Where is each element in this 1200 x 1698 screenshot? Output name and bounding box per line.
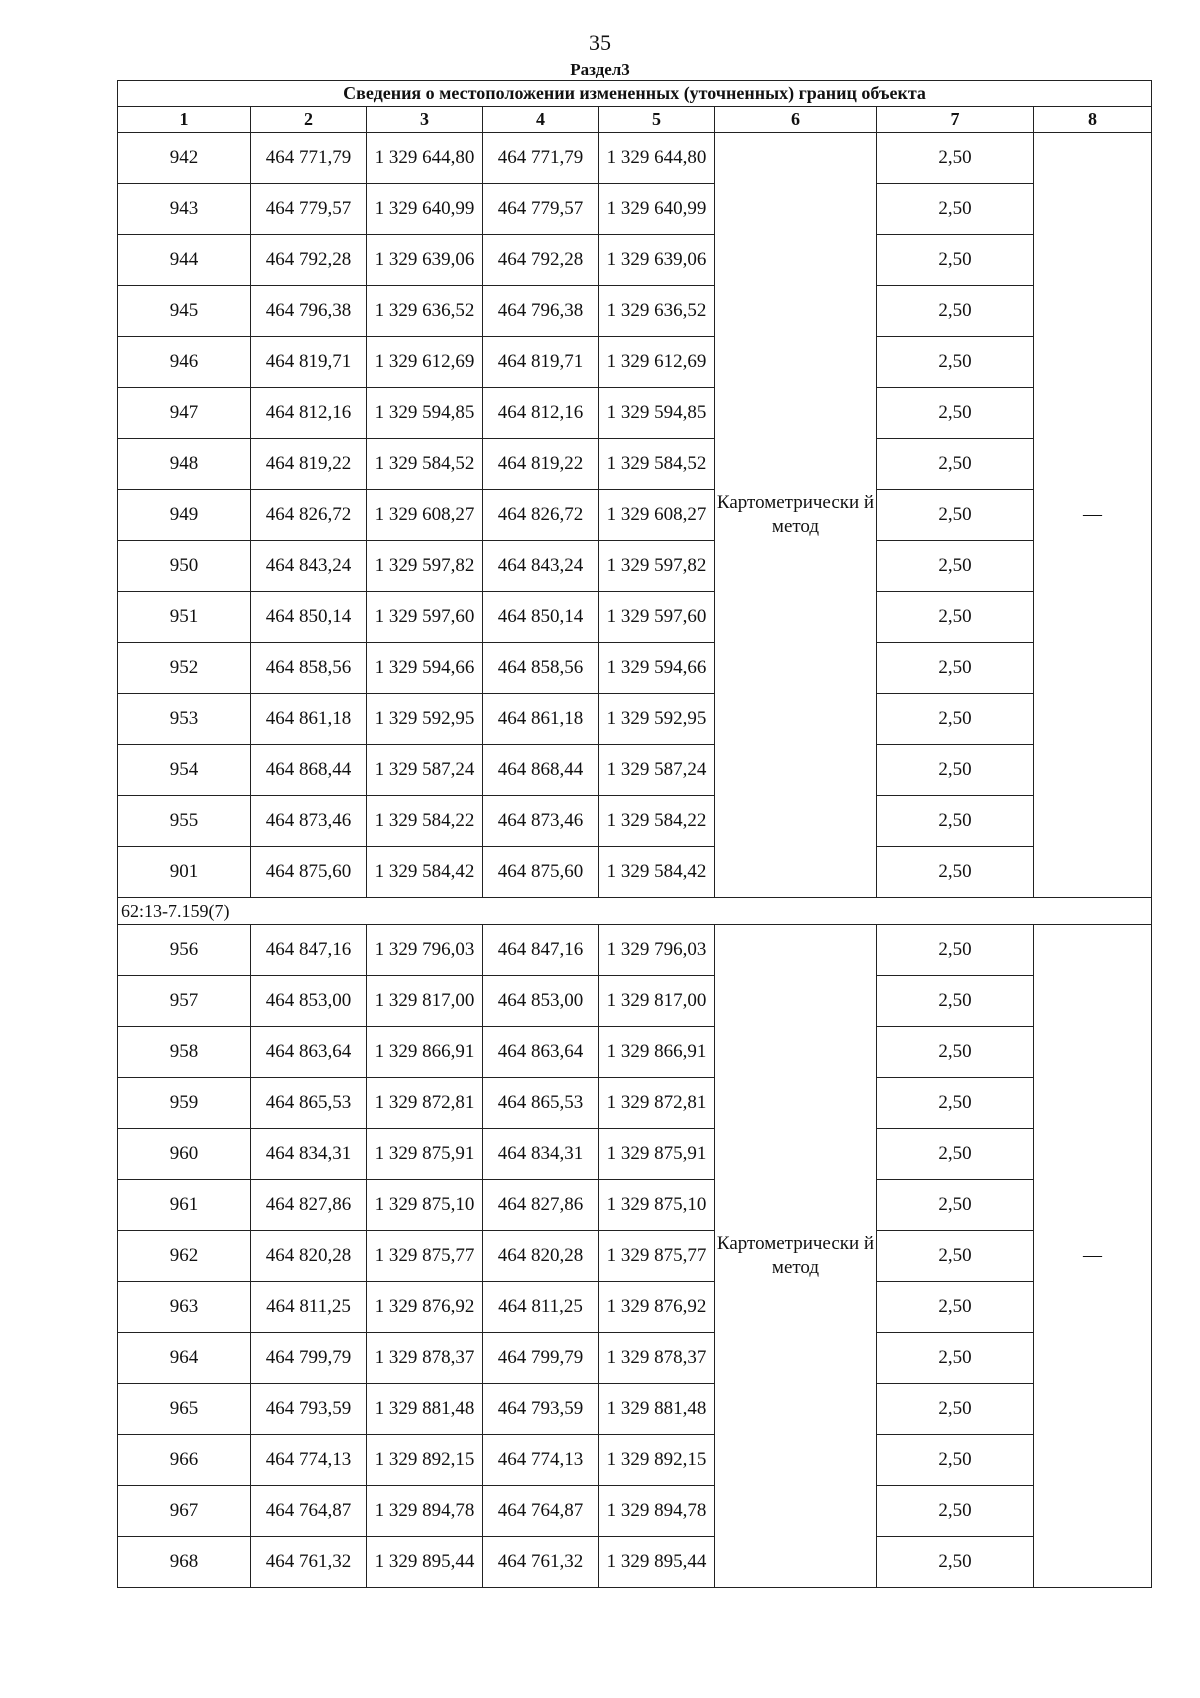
x-coord-cell: 464 812,16: [251, 388, 367, 439]
y-coord-cell: 1 329 875,10: [599, 1180, 715, 1231]
column-number-row: [118, 107, 1152, 133]
table-row: [118, 1486, 1152, 1537]
accuracy-cell: 2,50: [877, 439, 1034, 490]
point-number-cell: 946: [118, 337, 251, 388]
y-coord-cell: 1 329 875,91: [599, 1129, 715, 1180]
y-coord-cell: 1 329 597,82: [367, 541, 483, 592]
table-row: [118, 745, 1152, 796]
y-coord-cell: 1 329 639,06: [367, 235, 483, 286]
accuracy-cell: 2,50: [877, 592, 1034, 643]
table-row: [118, 235, 1152, 286]
x-coord-cell: 464 873,46: [251, 796, 367, 847]
y-coord-cell: 1 329 866,91: [599, 1027, 715, 1078]
section-title: Раздел3: [570, 60, 630, 79]
y-coord-cell: 1 329 584,42: [367, 847, 483, 898]
point-number-cell: 959: [118, 1078, 251, 1129]
column8-cell: —: [1034, 133, 1152, 898]
x-coord-cell: 464 843,24: [483, 541, 599, 592]
accuracy-cell: 2,50: [877, 184, 1034, 235]
x-coord-cell: 464 812,16: [483, 388, 599, 439]
y-coord-cell: 1 329 875,10: [367, 1180, 483, 1231]
y-coord-cell: 1 329 872,81: [367, 1078, 483, 1129]
x-coord-cell: 464 764,87: [251, 1486, 367, 1537]
point-number-cell: 944: [118, 235, 251, 286]
y-coord-cell: 1 329 875,77: [367, 1231, 483, 1282]
page-number: 35: [589, 30, 611, 55]
y-coord-cell: 1 329 881,48: [367, 1384, 483, 1435]
y-coord-cell: 1 329 587,24: [599, 745, 715, 796]
table-row: [118, 286, 1152, 337]
point-number-cell: 962: [118, 1231, 251, 1282]
x-coord-cell: 464 819,22: [251, 439, 367, 490]
table-row: [118, 439, 1152, 490]
y-coord-cell: 1 329 875,77: [599, 1231, 715, 1282]
x-coord-cell: 464 827,86: [483, 1180, 599, 1231]
accuracy-cell: 2,50: [877, 1129, 1034, 1180]
accuracy-cell: 2,50: [877, 1027, 1034, 1078]
x-coord-cell: 464 796,38: [251, 286, 367, 337]
table-row: [118, 541, 1152, 592]
accuracy-cell: 2,50: [877, 745, 1034, 796]
column8-cell: —: [1034, 925, 1152, 1588]
x-coord-cell: 464 843,24: [251, 541, 367, 592]
point-number-cell: 948: [118, 439, 251, 490]
y-coord-cell: 1 329 612,69: [599, 337, 715, 388]
y-coord-cell: 1 329 594,85: [599, 388, 715, 439]
accuracy-cell: 2,50: [877, 1333, 1034, 1384]
point-number-cell: 966: [118, 1435, 251, 1486]
table-row: [118, 796, 1152, 847]
table-row: [118, 847, 1152, 898]
y-coord-cell: 1 329 881,48: [599, 1384, 715, 1435]
point-number-cell: 949: [118, 490, 251, 541]
y-coord-cell: 1 329 597,60: [599, 592, 715, 643]
table-row: [118, 694, 1152, 745]
x-coord-cell: 464 771,79: [251, 133, 367, 184]
point-number-cell: 958: [118, 1027, 251, 1078]
point-number-cell: 953: [118, 694, 251, 745]
table-row: [118, 1078, 1152, 1129]
x-coord-cell: 464 792,28: [251, 235, 367, 286]
y-coord-cell: 1 329 584,22: [599, 796, 715, 847]
y-coord-cell: 1 329 608,27: [599, 490, 715, 541]
table-row: [118, 976, 1152, 1027]
x-coord-cell: 464 761,32: [251, 1537, 367, 1588]
column-number: 6: [715, 107, 877, 133]
accuracy-cell: 2,50: [877, 235, 1034, 286]
y-coord-cell: 1 329 597,82: [599, 541, 715, 592]
group-label-row: [118, 898, 1152, 925]
y-coord-cell: 1 329 866,91: [367, 1027, 483, 1078]
y-coord-cell: 1 329 592,95: [367, 694, 483, 745]
x-coord-cell: 464 819,22: [483, 439, 599, 490]
method-cell: Картометрически й метод: [715, 133, 877, 898]
x-coord-cell: 464 827,86: [251, 1180, 367, 1231]
table-row: [118, 1333, 1152, 1384]
y-coord-cell: 1 329 876,92: [599, 1282, 715, 1333]
x-coord-cell: 464 850,14: [251, 592, 367, 643]
accuracy-cell: 2,50: [877, 1231, 1034, 1282]
y-coord-cell: 1 329 584,52: [367, 439, 483, 490]
point-number-cell: 950: [118, 541, 251, 592]
point-number-cell: 957: [118, 976, 251, 1027]
table-caption: Сведения о местоположении измененных (уточненных) границ объекта: [118, 81, 1152, 107]
y-coord-cell: 1 329 644,80: [367, 133, 483, 184]
accuracy-cell: 2,50: [877, 694, 1034, 745]
x-coord-cell: 464 774,13: [251, 1435, 367, 1486]
x-coord-cell: 464 792,28: [483, 235, 599, 286]
y-coord-cell: 1 329 872,81: [599, 1078, 715, 1129]
x-coord-cell: 464 793,59: [483, 1384, 599, 1435]
y-coord-cell: 1 329 796,03: [367, 925, 483, 976]
y-coord-cell: 1 329 892,15: [599, 1435, 715, 1486]
accuracy-cell: 2,50: [877, 1180, 1034, 1231]
point-number-cell: 968: [118, 1537, 251, 1588]
x-coord-cell: 464 861,18: [483, 694, 599, 745]
x-coord-cell: 464 858,56: [251, 643, 367, 694]
x-coord-cell: 464 826,72: [483, 490, 599, 541]
accuracy-cell: 2,50: [877, 1537, 1034, 1588]
x-coord-cell: 464 811,25: [483, 1282, 599, 1333]
x-coord-cell: 464 796,38: [483, 286, 599, 337]
table-row: [118, 388, 1152, 439]
x-coord-cell: 464 820,28: [483, 1231, 599, 1282]
y-coord-cell: 1 329 817,00: [367, 976, 483, 1027]
point-number-cell: 943: [118, 184, 251, 235]
group-label: 62:13-7.159(7): [118, 898, 1152, 925]
y-coord-cell: 1 329 636,52: [599, 286, 715, 337]
accuracy-cell: 2,50: [877, 1435, 1034, 1486]
accuracy-cell: 2,50: [877, 133, 1034, 184]
accuracy-cell: 2,50: [877, 541, 1034, 592]
y-coord-cell: 1 329 636,52: [367, 286, 483, 337]
y-coord-cell: 1 329 584,22: [367, 796, 483, 847]
y-coord-cell: 1 329 817,00: [599, 976, 715, 1027]
point-number-cell: 960: [118, 1129, 251, 1180]
x-coord-cell: 464 847,16: [483, 925, 599, 976]
x-coord-cell: 464 875,60: [483, 847, 599, 898]
point-number-cell: 965: [118, 1384, 251, 1435]
x-coord-cell: 464 826,72: [251, 490, 367, 541]
y-coord-cell: 1 329 608,27: [367, 490, 483, 541]
y-coord-cell: 1 329 597,60: [367, 592, 483, 643]
x-coord-cell: 464 865,53: [483, 1078, 599, 1129]
point-number-cell: 956: [118, 925, 251, 976]
point-number-cell: 951: [118, 592, 251, 643]
x-coord-cell: 464 875,60: [251, 847, 367, 898]
y-coord-cell: 1 329 878,37: [367, 1333, 483, 1384]
y-coord-cell: 1 329 894,78: [599, 1486, 715, 1537]
x-coord-cell: 464 850,14: [483, 592, 599, 643]
y-coord-cell: 1 329 587,24: [367, 745, 483, 796]
x-coord-cell: 464 873,46: [483, 796, 599, 847]
accuracy-cell: 2,50: [877, 1078, 1034, 1129]
table-row: [118, 337, 1152, 388]
y-coord-cell: 1 329 640,99: [367, 184, 483, 235]
column-number: 3: [367, 107, 483, 133]
y-coord-cell: 1 329 592,95: [599, 694, 715, 745]
y-coord-cell: 1 329 639,06: [599, 235, 715, 286]
accuracy-cell: 2,50: [877, 388, 1034, 439]
y-coord-cell: 1 329 584,52: [599, 439, 715, 490]
x-coord-cell: 464 861,18: [251, 694, 367, 745]
point-number-cell: 963: [118, 1282, 251, 1333]
accuracy-cell: 2,50: [877, 1384, 1034, 1435]
x-coord-cell: 464 858,56: [483, 643, 599, 694]
table-row: [118, 1027, 1152, 1078]
x-coord-cell: 464 811,25: [251, 1282, 367, 1333]
point-number-cell: 961: [118, 1180, 251, 1231]
x-coord-cell: 464 868,44: [251, 745, 367, 796]
y-coord-cell: 1 329 895,44: [599, 1537, 715, 1588]
y-coord-cell: 1 329 640,99: [599, 184, 715, 235]
x-coord-cell: 464 764,87: [483, 1486, 599, 1537]
point-number-cell: 901: [118, 847, 251, 898]
x-coord-cell: 464 771,79: [483, 133, 599, 184]
point-number-cell: 955: [118, 796, 251, 847]
point-number-cell: 952: [118, 643, 251, 694]
x-coord-cell: 464 834,31: [483, 1129, 599, 1180]
accuracy-cell: 2,50: [877, 976, 1034, 1027]
coordinates-table: [117, 80, 1152, 1588]
y-coord-cell: 1 329 894,78: [367, 1486, 483, 1537]
x-coord-cell: 464 779,57: [251, 184, 367, 235]
y-coord-cell: 1 329 644,80: [599, 133, 715, 184]
x-coord-cell: 464 819,71: [483, 337, 599, 388]
x-coord-cell: 464 865,53: [251, 1078, 367, 1129]
x-coord-cell: 464 820,28: [251, 1231, 367, 1282]
accuracy-cell: 2,50: [877, 286, 1034, 337]
x-coord-cell: 464 779,57: [483, 184, 599, 235]
y-coord-cell: 1 329 892,15: [367, 1435, 483, 1486]
x-coord-cell: 464 834,31: [251, 1129, 367, 1180]
table-row: [118, 490, 1152, 541]
accuracy-cell: 2,50: [877, 796, 1034, 847]
column-number: 7: [877, 107, 1034, 133]
x-coord-cell: 464 853,00: [483, 976, 599, 1027]
point-number-cell: 964: [118, 1333, 251, 1384]
x-coord-cell: 464 774,13: [483, 1435, 599, 1486]
accuracy-cell: 2,50: [877, 490, 1034, 541]
table-row: [118, 1231, 1152, 1282]
x-coord-cell: 464 819,71: [251, 337, 367, 388]
table-row: [118, 1537, 1152, 1588]
x-coord-cell: 464 863,64: [251, 1027, 367, 1078]
x-coord-cell: 464 761,32: [483, 1537, 599, 1588]
x-coord-cell: 464 847,16: [251, 925, 367, 976]
y-coord-cell: 1 329 594,66: [599, 643, 715, 694]
method-cell: Картометрически й метод: [715, 925, 877, 1588]
column-number: 8: [1034, 107, 1152, 133]
accuracy-cell: 2,50: [877, 643, 1034, 694]
column-number: 4: [483, 107, 599, 133]
accuracy-cell: 2,50: [877, 925, 1034, 976]
y-coord-cell: 1 329 612,69: [367, 337, 483, 388]
accuracy-cell: 2,50: [877, 1486, 1034, 1537]
point-number-cell: 942: [118, 133, 251, 184]
accuracy-cell: 2,50: [877, 337, 1034, 388]
table-row: [118, 1129, 1152, 1180]
point-number-cell: 945: [118, 286, 251, 337]
table-row: [118, 184, 1152, 235]
column-number: 2: [251, 107, 367, 133]
table-row: [118, 1384, 1152, 1435]
accuracy-cell: 2,50: [877, 847, 1034, 898]
y-coord-cell: 1 329 796,03: [599, 925, 715, 976]
x-coord-cell: 464 793,59: [251, 1384, 367, 1435]
y-coord-cell: 1 329 876,92: [367, 1282, 483, 1333]
table-row: [118, 1180, 1152, 1231]
y-coord-cell: 1 329 594,85: [367, 388, 483, 439]
column-number: 1: [118, 107, 251, 133]
x-coord-cell: 464 868,44: [483, 745, 599, 796]
table-row: [118, 925, 1152, 976]
x-coord-cell: 464 863,64: [483, 1027, 599, 1078]
table-row: [118, 1282, 1152, 1333]
y-coord-cell: 1 329 584,42: [599, 847, 715, 898]
point-number-cell: 954: [118, 745, 251, 796]
table-row: [118, 592, 1152, 643]
table-row: [118, 643, 1152, 694]
y-coord-cell: 1 329 875,91: [367, 1129, 483, 1180]
x-coord-cell: 464 853,00: [251, 976, 367, 1027]
x-coord-cell: 464 799,79: [483, 1333, 599, 1384]
y-coord-cell: 1 329 878,37: [599, 1333, 715, 1384]
point-number-cell: 947: [118, 388, 251, 439]
column-number: 5: [599, 107, 715, 133]
x-coord-cell: 464 799,79: [251, 1333, 367, 1384]
table-caption-row: [118, 81, 1152, 107]
y-coord-cell: 1 329 594,66: [367, 643, 483, 694]
y-coord-cell: 1 329 895,44: [367, 1537, 483, 1588]
accuracy-cell: 2,50: [877, 1282, 1034, 1333]
table-row: [118, 1435, 1152, 1486]
point-number-cell: 967: [118, 1486, 251, 1537]
table-row: [118, 133, 1152, 184]
